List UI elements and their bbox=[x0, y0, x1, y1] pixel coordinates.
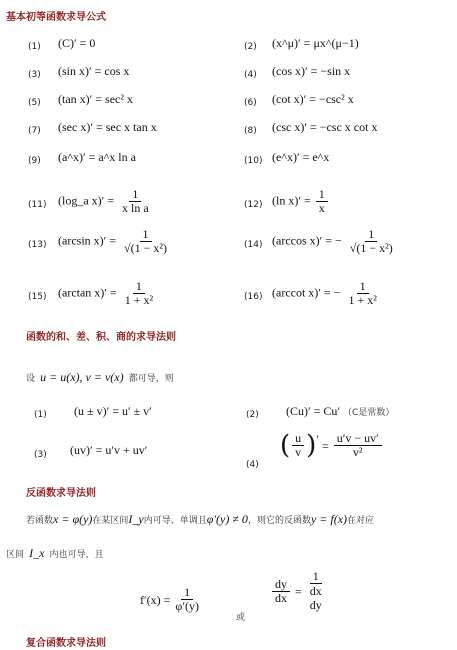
formula: (x^μ)′ = μx^(μ−1) bbox=[272, 36, 359, 50]
inverse-or: 或 bbox=[236, 613, 246, 623]
formula-lhs: (arcsin x)′ = bbox=[58, 233, 117, 248]
arith-rule-num-2: (2) bbox=[246, 410, 259, 420]
arith-rule-4-lhs: $\frac{u}{v}$ bbox=[292, 432, 304, 459]
section-title-basic: 基本初等函数求导公式 bbox=[6, 12, 106, 23]
formula-number: (16) bbox=[244, 292, 263, 302]
formula-fraction: $\frac{1}{\text{1 + x²}}$ bbox=[348, 279, 377, 307]
formula-lhs: (arccos x)′ = − bbox=[272, 233, 342, 248]
formula-number: (13) bbox=[28, 240, 47, 250]
formula-number: (11) bbox=[28, 200, 47, 210]
formula: (sin x)′ = cos x bbox=[58, 64, 130, 78]
arith-rule-1: (u ± v)′ = u′ ± v′ bbox=[74, 404, 152, 418]
section-title-arith: 函数的和、差、积、商的求导法则 bbox=[26, 332, 176, 343]
arith-intro-pre: 设 bbox=[26, 374, 36, 384]
formula-lhs: (arctan x)′ = bbox=[58, 285, 117, 300]
arith-rule-num-4: (4) bbox=[246, 460, 259, 470]
formula: (a^x)′ = a^x ln a bbox=[58, 150, 136, 164]
arith-rule-3: (uv)′ = u′v + uv′ bbox=[70, 443, 148, 457]
arith-rule-num-3: (3) bbox=[34, 450, 47, 460]
formula bbox=[58, 280, 158, 307]
formula-number: (8) bbox=[244, 126, 257, 136]
arith-rule-4: ( $\frac{u}{v}$ )′ = $\frac{u'v - uv'}{\text{v²}}$ bbox=[280, 432, 384, 459]
arith-rule-num-1: (1) bbox=[34, 410, 47, 420]
formula: (C)′ = 0 bbox=[58, 36, 96, 50]
arith-intro bbox=[26, 366, 174, 385]
arith-rule-2-note: （C是常数） bbox=[343, 408, 395, 418]
section-title-inverse: 反函数求导法则 bbox=[26, 488, 96, 499]
inverse-line-1: 若函数 x = φ(y) 在某区间 I_y 内可导、单调且 φ′(y) ≠ 0 ，则它的反函数 y = f(x) 在对应 bbox=[26, 512, 375, 526]
formula-number: (7) bbox=[28, 126, 41, 136]
formula-number: (6) bbox=[244, 98, 257, 108]
formula-fraction: $\frac{1}{\text{√(1 − x²)}}$ bbox=[349, 227, 393, 255]
formula-fraction: $\frac{1}{\text{1 + x²}}$ bbox=[124, 279, 154, 307]
formula-fraction: $\frac{1}{\text{x ln a}}$ bbox=[122, 187, 149, 215]
formula: (cot x)′ = −csc² x bbox=[272, 92, 354, 106]
formula: (csc x)′ = −csc x cot x bbox=[272, 120, 378, 134]
arith-rule-2-formula: (Cu)′ = Cu′ bbox=[286, 404, 341, 418]
formula-number: (9) bbox=[28, 156, 41, 166]
formula: (e^x)′ = e^x bbox=[272, 150, 330, 164]
arith-intro-post: 都可导，则 bbox=[128, 374, 174, 384]
arith-rule-2 bbox=[286, 404, 394, 419]
formula bbox=[272, 280, 382, 307]
arith-rule-4-rhs: $\frac{u'v - uv'}{\text{v²}}$ bbox=[334, 432, 382, 459]
formula-number: (3) bbox=[28, 70, 41, 80]
formula-number: (12) bbox=[244, 200, 263, 210]
formula-number: (15) bbox=[28, 292, 47, 302]
formula-lhs: (log_a x)′ = bbox=[58, 193, 115, 208]
formula-number: (1) bbox=[28, 42, 41, 52]
formula bbox=[58, 228, 172, 255]
formula-lhs: (ln x)′ = bbox=[272, 193, 311, 208]
arith-intro-formula: u = u(x), v = v(x) bbox=[40, 370, 124, 384]
formula bbox=[272, 188, 330, 215]
formula-number: (14) bbox=[244, 240, 263, 250]
formula: (tan x)′ = sec² x bbox=[58, 92, 133, 106]
formula bbox=[272, 228, 398, 255]
formula-lhs: (arccot x)′ = − bbox=[272, 285, 341, 300]
formula-number: (5) bbox=[28, 98, 41, 108]
formula-number: (10) bbox=[244, 156, 263, 166]
inverse-formula: f′(x) = $\frac{1}{\varphi'(y)}$ bbox=[140, 585, 199, 613]
inverse-leibniz: $\frac{dy}{dx}$ = 1 dx dy bbox=[270, 570, 327, 612]
formula: (sec x)′ = sec x tan x bbox=[58, 120, 157, 134]
formula-fraction: $\frac{1}{x}$ bbox=[316, 188, 328, 215]
formula-fraction: $\frac{1}{\text{√(1 − x²)}}$ bbox=[124, 227, 167, 255]
formula-number: (2) bbox=[244, 42, 257, 52]
inverse-line-2: 区间 I_x 内也可导，且 bbox=[6, 546, 104, 560]
formula bbox=[58, 188, 154, 215]
formula-number: (4) bbox=[244, 70, 257, 80]
section-title-composite: 复合函数求导法则 bbox=[26, 638, 106, 649]
formula: (cos x)′ = −sin x bbox=[272, 64, 351, 78]
